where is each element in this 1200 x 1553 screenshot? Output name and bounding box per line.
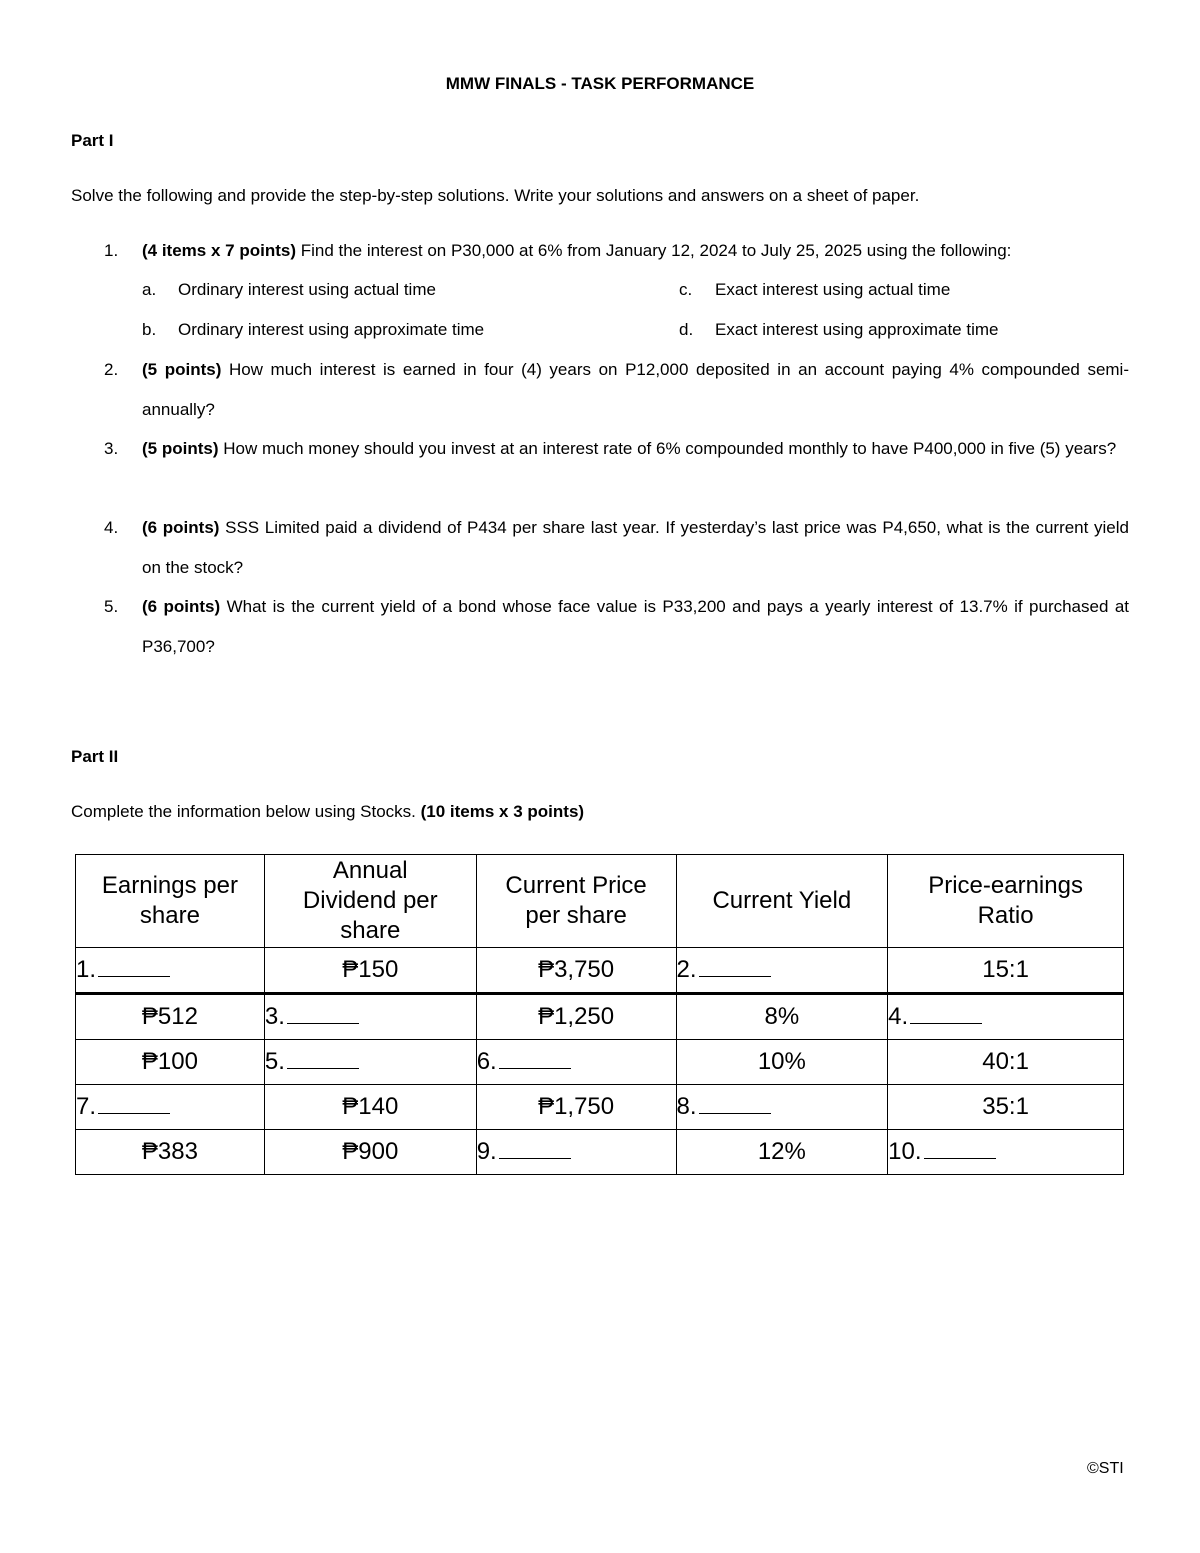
table-row	[76, 948, 1124, 994]
table-cell: 40:1	[888, 1040, 1124, 1085]
header-annual-dividend: Annual Dividend per share	[264, 855, 476, 948]
table-cell: 15:1	[888, 948, 1124, 994]
table-cell: 6.	[476, 1040, 676, 1085]
table-header-row	[76, 855, 1124, 948]
question-2	[104, 350, 1129, 429]
answer-blank	[287, 1003, 359, 1024]
subitem-b: b. Ordinary interest using approximate time	[142, 320, 485, 339]
table-cell: 8%	[676, 994, 888, 1040]
question-5	[104, 587, 1129, 666]
part1-heading: Part I	[71, 131, 114, 150]
header-earnings-per-share: Earnings per share	[76, 855, 265, 948]
question-text: SSS Limited paid a dividend of P434 per share last year. If yesterday’s last price was P4,650, what is the current yield on the stock?	[142, 518, 1129, 577]
question-number: 3.	[104, 439, 119, 458]
table-row	[76, 1040, 1124, 1085]
table-cell: ₱3,750	[476, 948, 676, 994]
answer-blank	[924, 1138, 996, 1159]
copyright-footer: ©STI	[1087, 1460, 1124, 1477]
question-points: (6 points)	[142, 518, 220, 537]
part1-instructions: Solve the following and provide the step-by-step solutions. Write your solutions and answers on a sheet of paper.	[71, 186, 920, 205]
question-text: How much money should you invest at an interest rate of 6% compounded monthly to have P400,000 in five (5) years?	[218, 439, 1117, 458]
question-points: (4 items x 7 points)	[142, 241, 296, 260]
answer-blank	[699, 956, 771, 977]
table-cell: 9.	[476, 1130, 676, 1175]
question-4	[104, 508, 1129, 587]
question-points: (5 points)	[142, 360, 222, 379]
question-number: 5.	[104, 597, 119, 616]
table-cell: 7.	[76, 1085, 265, 1130]
table-cell: 5.	[264, 1040, 476, 1085]
table-cell: ₱383	[76, 1130, 265, 1175]
table-cell: ₱150	[264, 948, 476, 994]
table-cell: ₱512	[76, 994, 265, 1040]
question-number: 4.	[104, 518, 119, 537]
table-cell: 10%	[676, 1040, 888, 1085]
table-cell: 35:1	[888, 1085, 1124, 1130]
question-points: (5 points)	[142, 439, 219, 458]
table-cell: ₱900	[264, 1130, 476, 1175]
table-cell: 4.	[888, 994, 1124, 1040]
table-cell: 12%	[676, 1130, 888, 1175]
table-cell: ₱1,750	[476, 1085, 676, 1130]
subitem-c: c. Exact interest using actual time	[679, 280, 951, 299]
question-text: Find the interest on P30,000 at 6% from January 12, 2024 to July 25, 2025 using the following:	[295, 241, 1012, 260]
question-text: How much interest is earned in four (4) years on P12,000 deposited in an account paying 4% compounded semi-annually?	[142, 360, 1129, 419]
answer-blank	[98, 1093, 170, 1114]
table-cell: 2.	[676, 948, 888, 994]
answer-blank	[98, 956, 170, 977]
table-cell: 8.	[676, 1085, 888, 1130]
question-number: 1.	[104, 241, 119, 260]
answer-blank	[287, 1048, 359, 1069]
subitem-d: d. Exact interest using approximate time	[679, 320, 999, 339]
part2-points: (10 items x 3 points)	[420, 802, 585, 821]
answer-blank	[699, 1093, 771, 1114]
question-text: What is the current yield of a bond whose face value is P33,200 and pays a yearly interest of 13.7% if purchased at P36,700?	[142, 597, 1129, 656]
question-1	[104, 231, 1129, 271]
answer-blank	[499, 1048, 571, 1069]
answer-blank	[499, 1138, 571, 1159]
table-row	[76, 1130, 1124, 1175]
table-cell: ₱1,250	[476, 994, 676, 1040]
header-current-yield: Current Yield	[676, 855, 888, 948]
document-title: MMW FINALS - TASK PERFORMANCE	[445, 74, 755, 93]
question-points: (6 points)	[142, 597, 221, 616]
answer-blank	[910, 1003, 982, 1024]
part2-heading: Part II	[71, 747, 119, 766]
question-3	[104, 429, 1129, 469]
table-cell: 10.	[888, 1130, 1124, 1175]
subitem-a: a. Ordinary interest using actual time	[142, 280, 436, 299]
table-row	[76, 1085, 1124, 1130]
question-number: 2.	[104, 360, 119, 379]
table-cell: 3.	[264, 994, 476, 1040]
header-current-price: Current Price per share	[476, 855, 676, 948]
table-cell: ₱140	[264, 1085, 476, 1130]
table-cell: 1.	[76, 948, 265, 994]
part2-instructions: Complete the information below using Stocks. (10 items x 3 points)	[71, 802, 585, 821]
header-pe-ratio: Price-earnings Ratio	[888, 855, 1124, 948]
stocks-table	[75, 854, 1124, 1175]
table-cell: ₱100	[76, 1040, 265, 1085]
table-row	[76, 994, 1124, 1040]
